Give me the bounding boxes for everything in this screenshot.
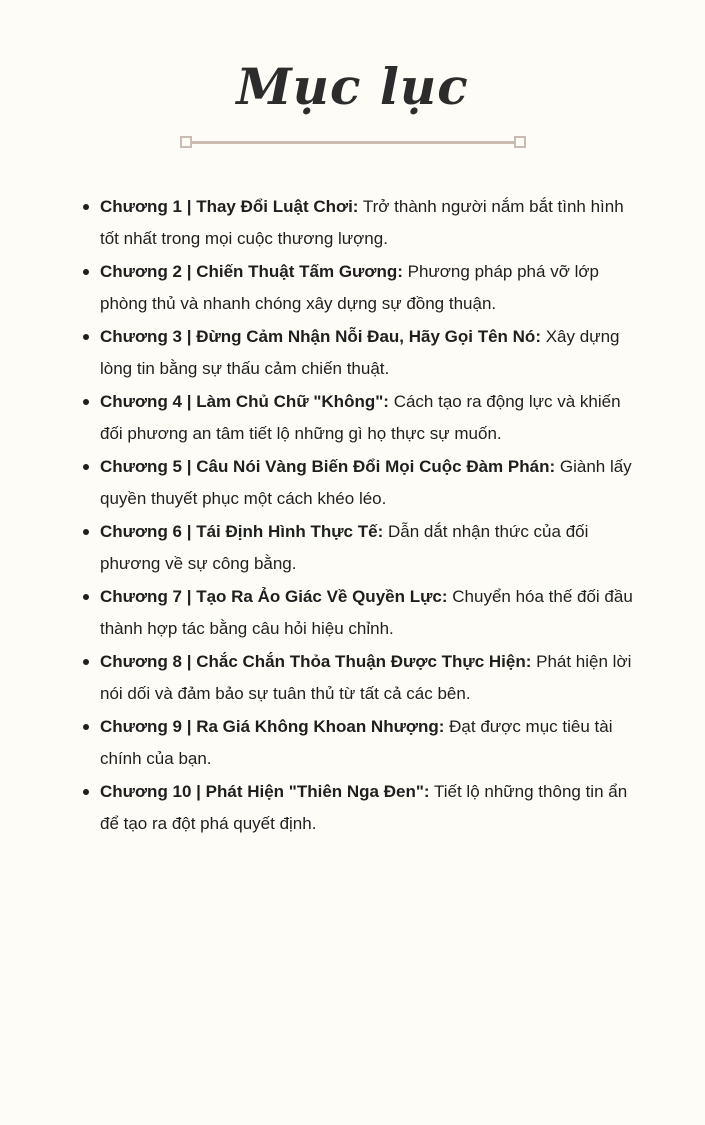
page-title: Mục lục [236, 57, 469, 116]
table-of-contents [100, 191, 645, 841]
bullet-icon [83, 464, 89, 470]
chapter-description: Đạt được mục tiêu tài chính của bạn. [100, 717, 613, 768]
chapter-heading: Chương 9 | Ra Giá Không Khoan Nhượng: [100, 717, 445, 736]
bullet-icon [83, 269, 89, 275]
bullet-icon [83, 399, 89, 405]
chapter-description: Phương pháp phá vỡ lớp phòng thủ và nhanh chóng xây dựng sự đồng thuận. [100, 262, 599, 313]
chapter-heading: Chương 5 | Câu Nói Vàng Biến Đổi Mọi Cuộc Đàm Phán: [100, 457, 556, 476]
chapter-description: Xây dựng lòng tin bằng sự thấu cảm chiến thuật. [100, 327, 620, 378]
bullet-icon [83, 529, 89, 535]
toc-item-chapter-3 [100, 321, 645, 385]
chapter-description: Phát hiện lời nói dối và đảm bảo sự tuân thủ từ tất cả các bên. [100, 652, 632, 703]
bullet-icon [83, 594, 89, 600]
divider-end-left [180, 136, 192, 148]
chapter-description: Giành lấy quyền thuyết phục một cách khéo léo. [100, 457, 632, 508]
chapter-description: Dẫn dắt nhận thức của đối phương về sự công bằng. [100, 522, 589, 573]
chapter-heading: Chương 10 | Phát Hiện "Thiên Nga Đen": [100, 782, 430, 801]
toc-item-chapter-10 [100, 776, 645, 840]
bullet-icon [83, 789, 89, 795]
bullet-icon [83, 204, 89, 210]
toc-item-chapter-4 [100, 386, 645, 450]
toc-item-chapter-5 [100, 451, 645, 515]
toc-item-chapter-7 [100, 581, 645, 645]
chapter-heading: Chương 8 | Chắc Chắn Thỏa Thuận Được Thực Hiện: [100, 652, 532, 671]
toc-item-chapter-2 [100, 256, 645, 320]
bullet-icon [83, 659, 89, 665]
chapter-heading: Chương 4 | Làm Chủ Chữ "Không": [100, 392, 389, 411]
bullet-icon [83, 334, 89, 340]
chapter-description: Trở thành người nắm bắt tình hình tốt nhất trong mọi cuộc thương lượng. [100, 197, 624, 248]
toc-item-chapter-9 [100, 711, 645, 775]
chapter-heading: Chương 3 | Đừng Cảm Nhận Nỗi Đau, Hãy Gọi Tên Nó: [100, 327, 541, 346]
chapter-description: Tiết lộ những thông tin ẩn để tạo ra đột phá quyết định. [100, 782, 628, 833]
chapter-heading: Chương 6 | Tái Định Hình Thực Tế: [100, 522, 384, 541]
chapter-description: Cách tạo ra động lực và khiến đối phương an tâm tiết lộ những gì họ thực sự muốn. [100, 392, 621, 443]
chapter-description: Chuyển hóa thế đối đầu thành hợp tác bằng câu hỏi hiệu chỉnh. [100, 587, 633, 638]
chapter-heading: Chương 1 | Thay Đổi Luật Chơi: [100, 197, 359, 216]
divider-line [190, 141, 516, 144]
bullet-icon [83, 724, 89, 730]
divider-end-right [514, 136, 526, 148]
toc-item-chapter-1 [100, 191, 645, 255]
toc-item-chapter-8 [100, 646, 645, 710]
toc-item-chapter-6 [100, 516, 645, 580]
chapter-heading: Chương 7 | Tạo Ra Ảo Giác Về Quyền Lực: [100, 587, 448, 606]
title-divider [180, 135, 526, 149]
chapter-heading: Chương 2 | Chiến Thuật Tấm Gương: [100, 262, 403, 281]
